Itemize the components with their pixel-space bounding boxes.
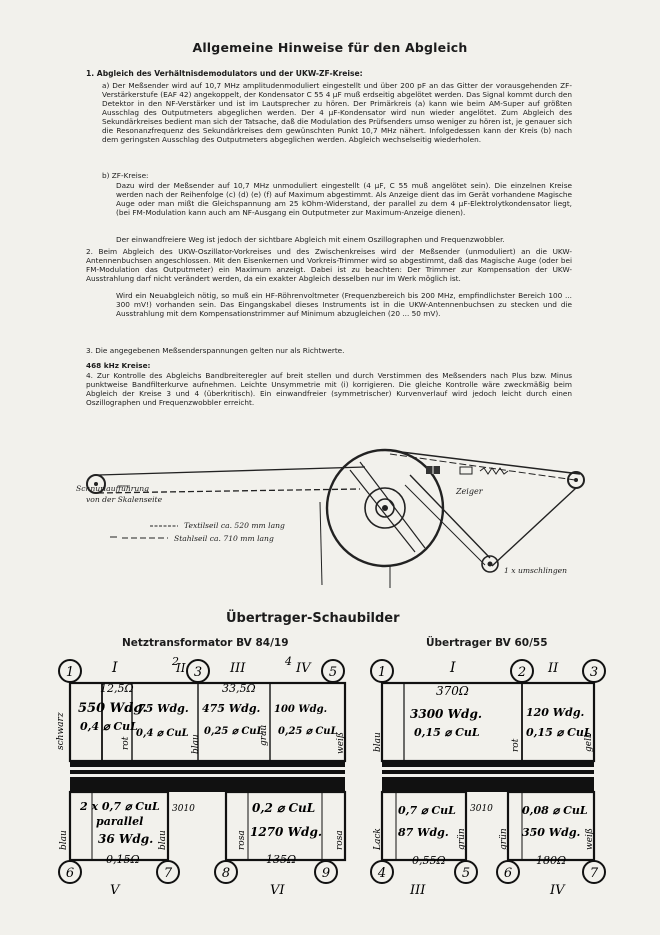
r-w3-color: Lack	[373, 828, 383, 850]
w6-color2: rosa	[335, 830, 345, 850]
pin-3: 3	[193, 665, 203, 680]
r-w4-res: 180Ω	[536, 854, 567, 867]
pin-5: 5	[328, 665, 338, 680]
w6-color: rosa	[237, 830, 247, 850]
r-w1-turns: 3300 Wdg.	[410, 707, 483, 721]
r-roman-III: III	[410, 883, 426, 895]
page-title: Allgemeine Hinweise für den Abgleich	[192, 40, 468, 55]
pin-1: 1	[65, 665, 75, 680]
r-w4-color2: weiß	[585, 828, 595, 850]
section2-p1: 2. Beim Abgleich des UKW-Oszillator-Vorkreises und des Zwischenkreises wird der Meßsender (unmoduliert) an die UKW-Antennenbuchsen angeschlossen. Mit den Eisenkernen und Vorkreis-Trimmer wird so abgestimmt, daß das Magische Auge (oder bei FM-Modulation das Outputmeter) ein Maximum anzeigt. Dabei ist zu beachten: Der Trimmer zur Kompensation der UKW-Ausstrahlung darf nicht verändert werden, da ein exakter Abgleich desselben nur im Werk möglich ist.	[86, 247, 572, 284]
r-w1-color2: rot	[511, 738, 521, 752]
r-w2-wire: 0,15 ⌀ CuL	[526, 726, 592, 739]
pin-9: 9	[321, 866, 331, 881]
left-transformer-title: Netztransformator BV 84/19	[122, 637, 289, 649]
w3-color: grau	[259, 724, 269, 746]
section4-heading: 468 kHz Kreise:	[86, 361, 151, 370]
r-w4-color: grün	[499, 828, 509, 850]
w6-wire: 0,2 ⌀ CuL	[252, 801, 316, 815]
r-w2-color: gelb	[584, 732, 594, 752]
pin-2: 2	[172, 655, 179, 668]
core-code-right: 3010	[470, 804, 493, 814]
w5-wire: 2 x 0,7 ⌀ CuL	[80, 800, 160, 813]
w2-turns: 75 Wdg.	[138, 702, 189, 715]
w1-color: schwarz	[56, 712, 66, 750]
r-pin-4: 4	[377, 866, 387, 881]
transformer-diagrams	[0, 650, 660, 895]
pin-4: 4	[285, 655, 292, 668]
r-roman-II: II	[548, 661, 559, 676]
cord-steel-top	[385, 450, 580, 474]
section1-heading: 1. Abgleich des Verhältnisdemodulators und der UKW-ZF-Kreise:	[86, 69, 363, 78]
r-w3-turns: 87 Wdg.	[398, 826, 449, 839]
section1a-text: a) Der Meßsender wird auf 10,7 MHz amplitudenmoduliert eingestellt und über 200 pF an das Gitter der vorausgehenden ZF-Verstärkerstufe (EAF 42) angekoppelt, der Kondensator C 55 4 µF muß erdseitig abgelötet werden. Das Signal kommt durch den Detektor in den NF-Verstärker und ist im Lautsprecher zu hören. Der Primärkreis (a) kann wie beim AM-Super auf größten Ausschlag des Outputmeters abgeglichen werden. Der 4 µF-Kondensator wird nun wieder angelötet. Zum Abgleich des Sekundärkreises bedient man sich der Tatsache, daß die Modulation des Prüfsenders umso weniger zu hören ist, je genauer sich die Resonanzfrequenz des Sekundärkreises dem gewünschten Punkt 10,7 MHz nähert. Infolgedessen kann der Kreis (b) nach dem geringsten Ausschlag des Outputmeters abgeglichen werden. Abgleich wechselseitig wiederholen.	[102, 81, 572, 145]
w4-turns: 100 Wdg.	[274, 704, 328, 715]
r-pin-7: 7	[589, 866, 599, 881]
w4-wire: 0,25 ⌀ CuL	[278, 726, 338, 737]
stahl-legend: Stahlseil ca. 710 mm lang	[174, 534, 274, 543]
cord-caption: Schnurlaufführung	[76, 484, 150, 493]
textil-legend: Textilseil ca. 520 mm lang	[184, 521, 285, 530]
w4-color: weiß	[336, 732, 346, 754]
r-w4-wire: 0,08 ⌀ CuL	[522, 804, 588, 817]
pointer-label: Zeiger	[456, 487, 483, 496]
left-transformer	[56, 655, 346, 895]
r-w3-wire: 0,7 ⌀ CuL	[398, 804, 456, 817]
roman-VI: VI	[270, 883, 285, 895]
r-w3-res: 0,55Ω	[412, 854, 446, 867]
w6-turns: 1270 Wdg.	[250, 825, 323, 839]
pin-8: 8	[221, 866, 231, 881]
r-pin-1: 1	[377, 665, 387, 680]
r-pin-2: 2	[517, 665, 527, 680]
roman-III: III	[230, 661, 246, 676]
roman-II: II	[176, 661, 186, 675]
r-w1-wire: 0,15 ⌀ CuL	[414, 726, 480, 739]
section4-text: 4. Zur Kontrolle des Abgleichs Bandbreiteregler auf breit stellen und durch Verstimmen des Meßsenders nach Plus bzw. Minus punktweise Bandfilterkurve aufnehmen. Leichte Unsymmetrie mit (i) korrigieren. Die gleiche Kontrolle wäre zweckmäßig beim Abgleich der Kreise 3 und 4 (überkritisch). Ein einwandfreier (symmetrischer) Kurvenverlauf wird jedoch leicht durch einen Oszillographen und Frequenzwobbler erreicht.	[86, 371, 572, 408]
wrap-label: 1 x umschlingen	[504, 566, 568, 575]
w5-color: blau	[59, 830, 69, 850]
r-w1-color: blau	[373, 732, 383, 752]
w1-res: 12,5Ω	[100, 682, 134, 695]
w5-res: 0,15Ω	[106, 853, 140, 866]
r-w2-turns: 120 Wdg.	[526, 706, 585, 719]
w6-res: 135Ω	[266, 853, 297, 866]
pin-6: 6	[65, 866, 75, 881]
right-transformer-title: Übertrager BV 60/55	[426, 637, 548, 649]
section3-text: 3. Die angegebenen Meßsenderspannungen gelten nur als Richtwerte.	[86, 346, 345, 355]
w3-turns: 475 Wdg.	[202, 702, 261, 715]
r-w4-turns: 350 Wdg.	[522, 826, 581, 839]
r-roman-IV: IV	[550, 883, 565, 895]
w2-wire: 0,4 ⌀ CuL	[136, 728, 189, 739]
cord-upper	[98, 467, 365, 475]
section1b-last: Der einwandfreiere Weg ist jedoch der sichtbare Abgleich mit einem Oszillographen und Frequenzwobbler.	[116, 235, 505, 244]
w3-wire: 0,25 ⌀ CuL	[204, 726, 264, 737]
w5-turns: 36 Wdg.	[98, 832, 154, 846]
w5-color2: blau	[158, 830, 168, 850]
w1-color2: rot	[121, 736, 131, 750]
cord-caption-2: von der Skalenseite	[86, 495, 163, 504]
r-pin-3: 3	[589, 665, 599, 680]
right-transformer	[371, 660, 605, 895]
w1-wire: 0,4 ⌀ CuL	[80, 720, 138, 733]
r-pin-5: 5	[461, 866, 471, 881]
w2-color: blau	[191, 734, 201, 754]
r-pin-6: 6	[503, 866, 513, 881]
section2-p2: Wird ein Neuabgleich nötig, so muß ein HF-Röhrenvoltmeter (Frequenzbereich bis 200 MHz, empfindlichster Bereich 100 ... 300 mV!) vorhanden sein. Das Eingangskabel dieses Instruments ist in die UKW-Antennenbuchsen zu stecken und die Ausstrahlung mit dem Kompensationstrimmer auf Minimum abzugleichen (20 ... 50 mV).	[116, 291, 572, 319]
r-roman-I: I	[450, 660, 456, 676]
w1-turns: 550 Wdg.	[78, 701, 147, 716]
pin-7: 7	[163, 866, 173, 881]
roman-V: V	[110, 883, 120, 895]
r-w1-res: 370Ω	[436, 684, 469, 698]
roman-IV: IV	[296, 661, 311, 676]
w5-wire2: parallel	[96, 815, 144, 828]
r-w3-color2: grün	[457, 828, 467, 850]
roman-I: I	[112, 660, 118, 676]
section1b-label: b) ZF-Kreise:	[102, 171, 149, 180]
transformers-heading: Übertrager-Schaubilder	[226, 611, 400, 626]
core-code-left: 3010	[172, 804, 195, 814]
w3-res: 33,5Ω	[222, 682, 256, 695]
section1b-text: Dazu wird der Meßsender auf 10,7 MHz unmoduliert eingestellt (4 µF, C 55 muß angelötet sein). Die einzelnen Kreise werden nach der Reihenfolge (c) (d) (e) (f) auf Maximum abgestimmt. Als Anzeige dient das im Gerät vorhandene Magische Auge oder man mißt die Gleichspannung am 25 kOhm-Widerstand, der parallel zu dem 4 µF-Elektrolytkondensator liegt, (bei FM-Modulation kann auch am NF-Ausgang ein Outputmeter zur Maximum-Anzeige dienen).	[116, 181, 572, 218]
